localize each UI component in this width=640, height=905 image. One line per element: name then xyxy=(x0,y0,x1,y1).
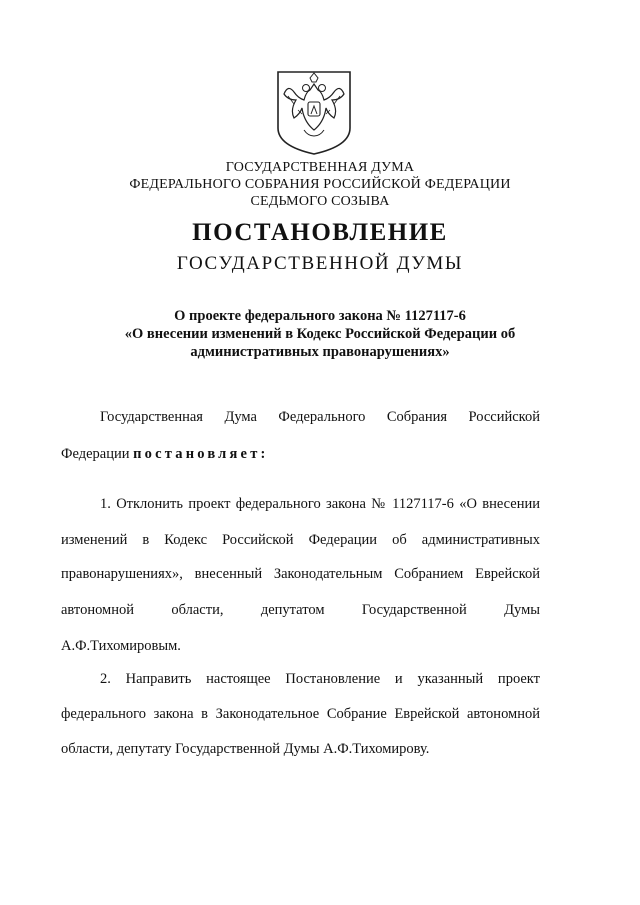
item1-line-1: 1. Отклонить проект федерального закона № 1127117-6 «О внесении xyxy=(100,496,540,512)
item1-line-4: автономной области, депутатом Государственной Думы xyxy=(61,602,540,618)
document-subject xyxy=(0,307,640,361)
subject-line-1: О проекте федерального закона № 1127117-6 xyxy=(174,308,466,324)
document-subtitle: ГОСУДАРСТВЕННОЙ ДУМЫ xyxy=(176,253,464,274)
header-line-3: СЕДЬМОГО СОЗЫВА xyxy=(250,194,390,209)
subject-line-2: «О внесении изменений в Кодекс Российской Федерации об xyxy=(124,326,516,342)
header-line-1: ГОСУДАРСТВЕННАЯ ДУМА xyxy=(225,160,415,175)
russian-coat-of-arms-icon xyxy=(274,70,354,156)
preamble-text: Федерации xyxy=(61,446,134,462)
item1-line-2: изменений в Кодекс Российской Федерации об административных xyxy=(61,532,540,548)
issuer-header xyxy=(0,159,640,210)
header-line-2: ФЕДЕРАЛЬНОГО СОБРАНИЯ РОССИЙСКОЙ ФЕДЕРАЦИИ xyxy=(129,177,511,192)
document-title: ПОСТАНОВЛЕНИЕ xyxy=(192,219,448,246)
item2-line-3: области, депутату Государственной Думы А.Ф.Тихомирову. xyxy=(61,741,430,757)
item1-line-3: правонарушениях», внесенный Законодательным Собранием Еврейской xyxy=(61,566,540,582)
preamble-emphasis: постановляет: xyxy=(133,446,269,462)
preamble-line-2 xyxy=(61,446,269,463)
item2-line-1: 2. Направить настоящее Постановление и указанный проект xyxy=(100,671,540,687)
preamble-line-1: Государственная Дума Федерального Собрания Российской xyxy=(100,409,540,425)
item1-line-5: А.Ф.Тихомировым. xyxy=(61,638,181,654)
subject-line-3: административных правонарушениях» xyxy=(190,344,450,360)
item2-line-2: федерального закона в Законодательное Собрание Еврейской автономной xyxy=(61,706,540,722)
